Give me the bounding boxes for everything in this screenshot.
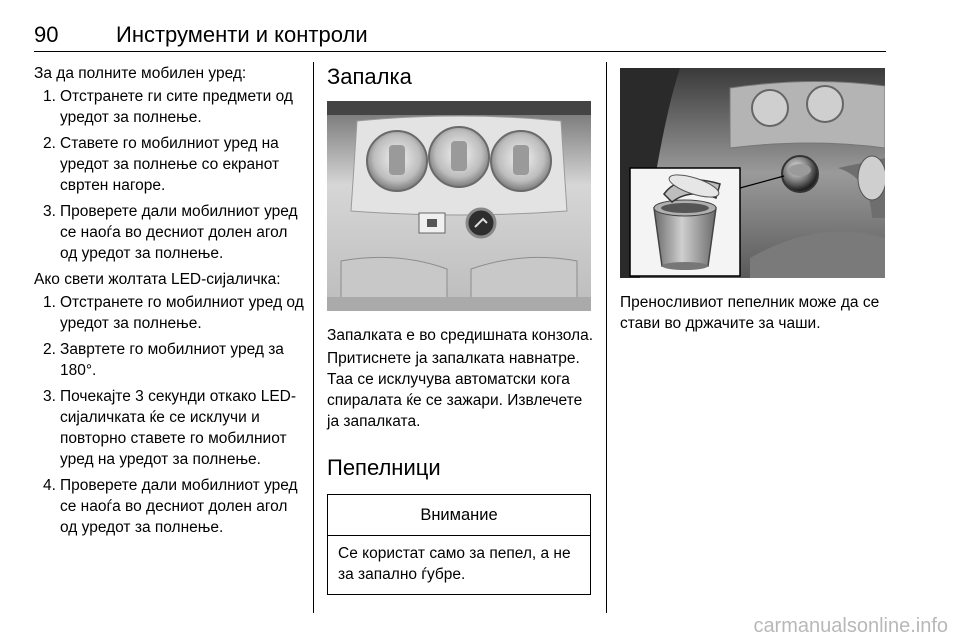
step-item: 3. Почекајте 3 секунди откако LED-сијаличката ќе се исклучи и повторно ставете го мобилниот уред на уредот за полнење. xyxy=(43,388,297,468)
lighter-photo xyxy=(327,101,591,311)
lighter-location-text: Запалката е во средишната конзола. xyxy=(327,327,594,344)
warning-title: Внимание xyxy=(328,495,590,536)
column-left xyxy=(34,63,304,543)
warning-box xyxy=(327,494,591,595)
ashtray-caption: Преносливиот пепелник може да се стави во држачите за чаши. xyxy=(620,294,880,332)
heading-ashtrays: Пепелници xyxy=(327,455,441,480)
header-divider xyxy=(34,51,886,52)
led-intro: Ако свети жолтата LED-сијаличка: xyxy=(34,271,281,288)
step-item: 4. Проверете дали мобилниот уред се наоѓа во десниот долен агол од уредот за полнење. xyxy=(43,477,298,536)
watermark: carmanualsonline.info xyxy=(753,615,948,637)
lighter-usage-text: Притиснете ја запалката навнатре. Таа се исклучува автоматски кога спиралата ќе се зажари. Извлечете ја запалката. xyxy=(327,350,583,430)
step-item: 1. Отстранете ги сите предмети од уредот за полнење. xyxy=(43,88,293,126)
step-item: 1. Отстранете го мобилниот уред од уредот за полнење. xyxy=(43,294,304,332)
charging-intro: За да полните мобилен уред: xyxy=(34,65,247,82)
page-header xyxy=(34,20,886,50)
column-divider-1 xyxy=(313,62,314,613)
column-right xyxy=(620,63,888,336)
page-number: 90 xyxy=(34,22,59,47)
step-item: 2. Ставете го мобилниот уред на уредот за полнење со екранот свртен нагоре. xyxy=(43,135,280,194)
ashtray-illustration xyxy=(620,68,885,278)
step-item: 3. Проверете дали мобилниот уред се наоѓа во десниот долен агол од уредот за полнење. xyxy=(43,203,298,262)
led-steps xyxy=(34,292,304,538)
console-illustration xyxy=(327,101,591,311)
column-divider-2 xyxy=(606,62,607,613)
step-item: 2. Завртете го мобилниот уред за 180°. xyxy=(43,341,284,379)
charging-steps xyxy=(34,86,304,264)
heading-lighter: Запалка xyxy=(327,64,412,89)
column-middle xyxy=(327,63,595,595)
ashtray-photo xyxy=(620,68,885,278)
page-title: Инструменти и контроли xyxy=(116,22,368,47)
warning-text: Се користат само за пепел, а не за запално ѓубре. xyxy=(338,545,571,583)
